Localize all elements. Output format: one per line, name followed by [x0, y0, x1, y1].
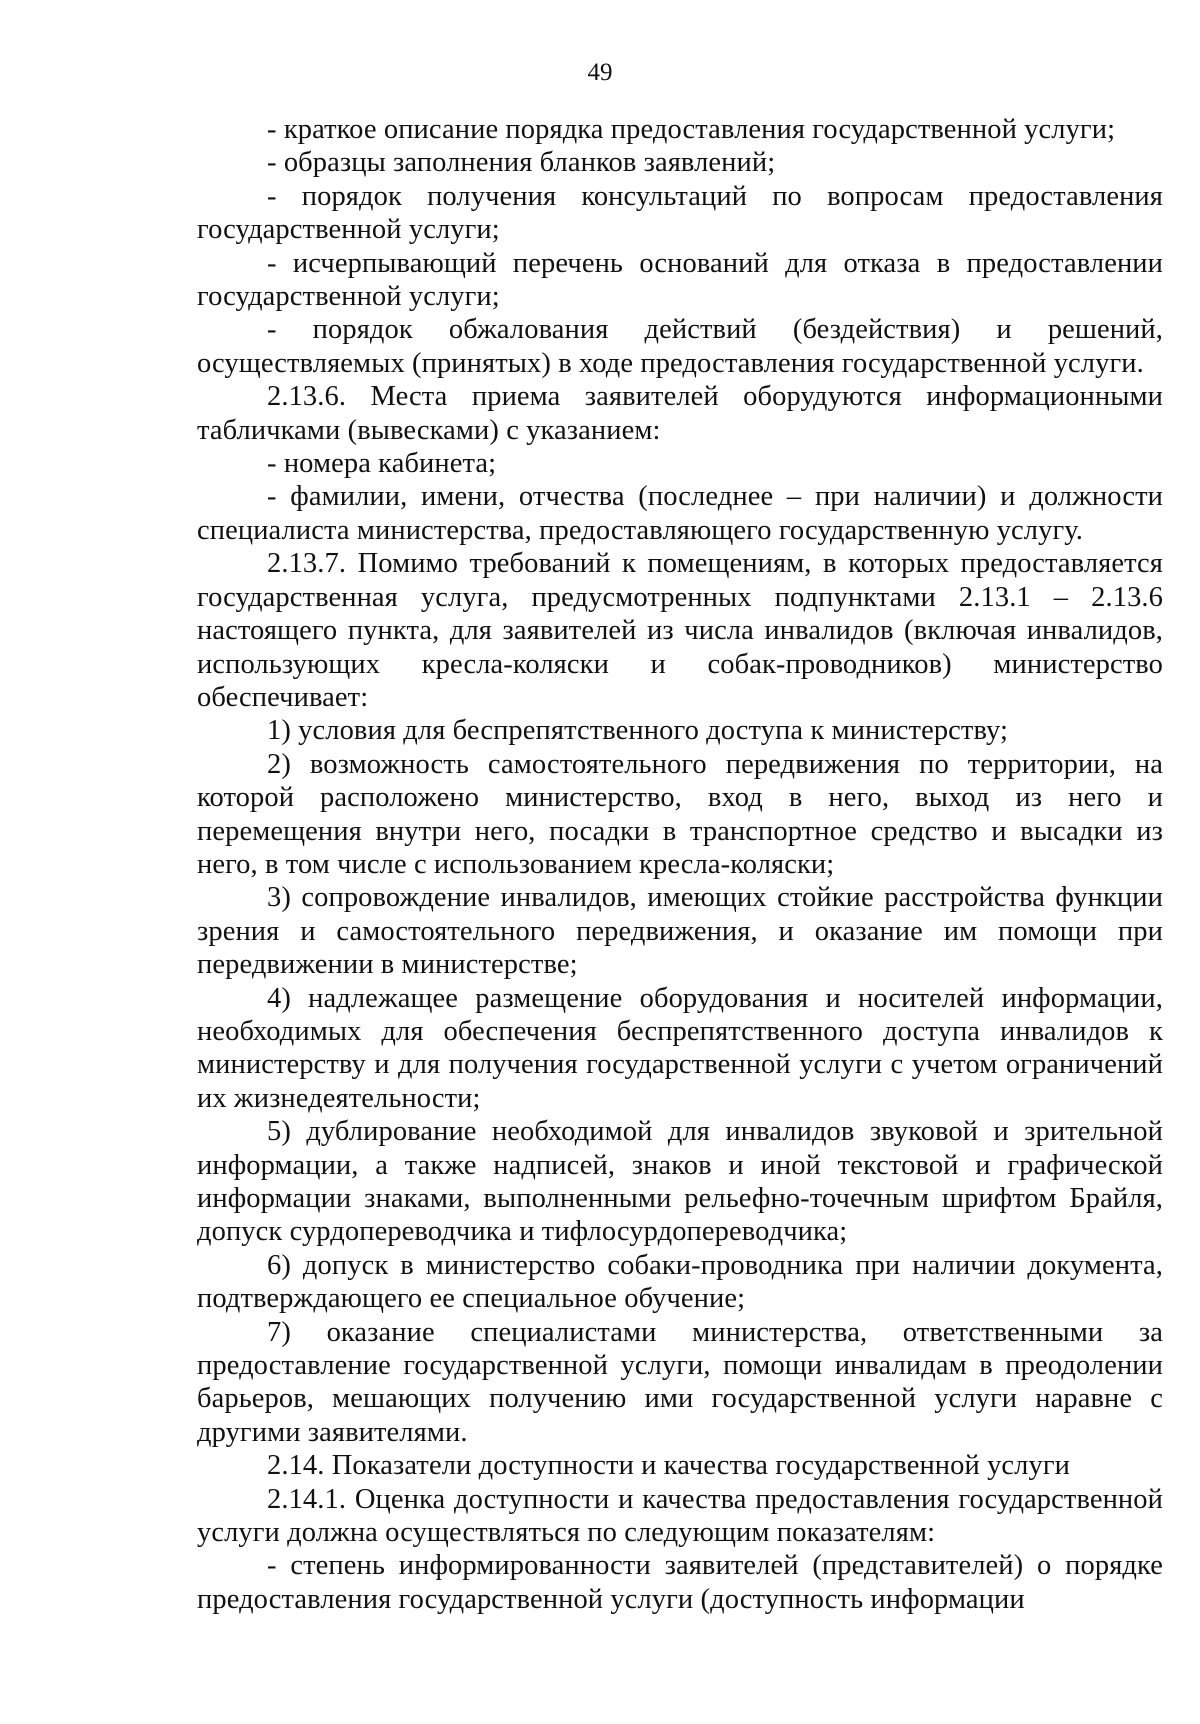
paragraph: 3) сопровождение инвалидов, имеющих стойкие расстройства функции зрения и самостоятельного передвижения, и оказание им помощи при передвижении в министерстве; — [197, 882, 1163, 981]
paragraph: - исчерпывающий перечень оснований для отказа в предоставлении государственной услуги; — [197, 247, 1163, 313]
document-body — [197, 113, 1163, 1616]
paragraph: - порядок обжалования действий (бездействия) и решений, осуществляемых (принятых) в ходе предоставления государственной услуги. — [197, 314, 1163, 379]
paragraph: 5) дублирование необходимой для инвалидов звуковой и зрительной информации, а также надписей, знаков и иной текстовой и графической информации знаками, выполненными рельефно-точечным шрифтом Брайля, допуск сурдопереводчика и тифлосурдопереводчика; — [197, 1116, 1163, 1248]
paragraph: 2) возможность самостоятельного передвижения по территории, на которой расположено министерство, вход в него, выход из него и перемещения внутри него, посадки в транспортное средство и высадки из него, в том числе с использованием кресла-коляски; — [197, 748, 1163, 880]
paragraph: 2.13.6. Места приема заявителей оборудуются информационными табличками (вывесками) с указанием: — [197, 381, 1163, 446]
paragraph: 7) оказание специалистами министерства, ответственными за предоставление государственной услуги, помощи инвалидам в преодолении барьеров, мешающих получению ими государственной услуги наравне с другими заявителями. — [197, 1316, 1163, 1448]
paragraph: - краткое описание порядка предоставления государственной услуги; — [267, 114, 1116, 145]
paragraph: - степень информированности заявителей (представителей) о порядке предоставления государственной услуги (доступность информации — [197, 1550, 1163, 1615]
paragraph: 2.13.7. Помимо требований к помещениям, в которых предоставляется государственная услуга, предусмотренных подпунктами 2.13.1 – 2.13.6 настоящего пункта, для заявителей из числа инвалидов (включая инвалидов, использующих кресла-коляски и собак-проводников) министерство обеспечивает: — [197, 548, 1163, 713]
paragraph: 4) надлежащее размещение оборудования и носителей информации, необходимых для обеспечения беспрепятственного доступа инвалидов к министерству и для получения государственной услуги с учетом ограничений их жизнедеятельности; — [197, 982, 1163, 1114]
paragraph: 2.14.1. Оценка доступности и качества предоставления государственной услуги должна осуществляться по следующим показателям: — [197, 1483, 1163, 1549]
paragraph: 6) допуск в министерство собаки-проводника при наличии документа, подтверждающего ее специальное обучение; — [197, 1249, 1163, 1315]
paragraph: - номера кабинета; — [267, 448, 497, 480]
paragraph: 1) условия для беспрепятственного доступа к министерству; — [267, 715, 1009, 747]
section-heading: 2.14. Показатели доступности и качества государственной услуги — [267, 1450, 1070, 1482]
paragraph: - фамилии, имени, отчества (последнее – при наличии) и должности специалиста министерства, предоставляющего государственную услугу. — [197, 481, 1163, 546]
page-number: 49 — [587, 59, 613, 86]
paragraph: - порядок получения консультаций по вопросам предоставления государственной услуги; — [197, 180, 1163, 246]
paragraph: - образцы заполнения бланков заявлений; — [267, 147, 776, 179]
